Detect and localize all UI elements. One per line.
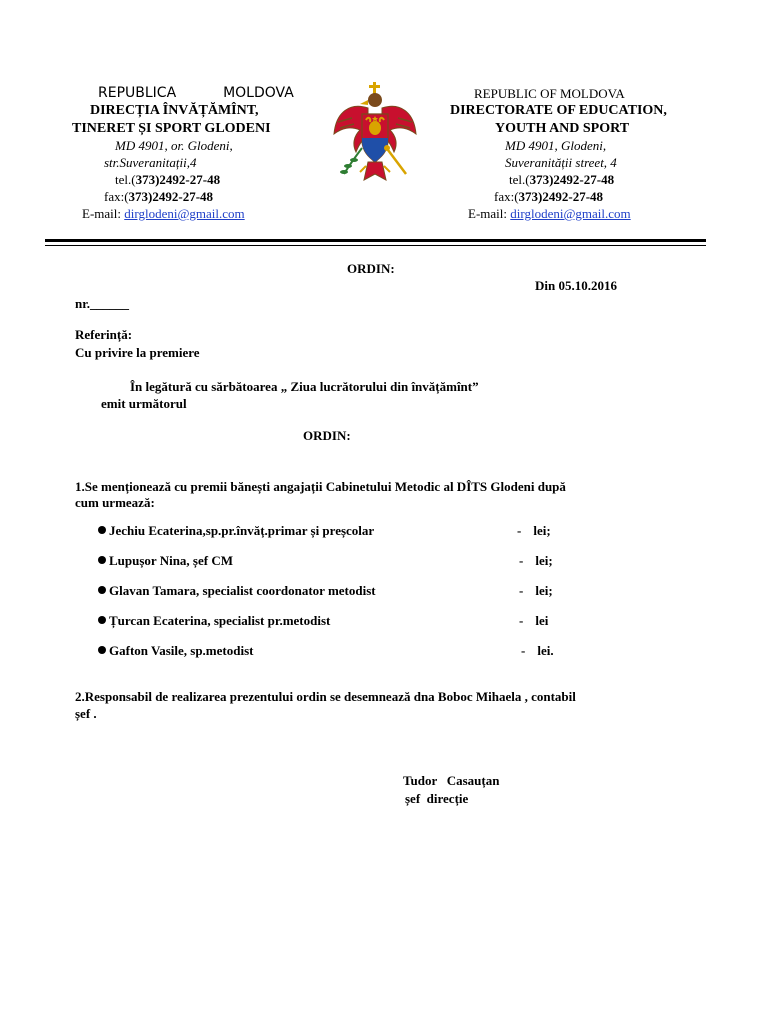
intro-line-2: emit următorul [101,396,187,411]
list-item-amount [519,553,553,569]
fax-code: 373 [518,189,539,204]
point-1-line-1: 1.Se menționează cu premii bănești angajații Cabinetului Metodic al DÎTS Glodeni după [75,479,566,494]
header-right-email [468,205,631,222]
dash: - [519,553,524,568]
country-word-2: MOLDOVA [223,85,294,101]
reference-text: Cu privire la premiere [75,345,200,360]
document-date: Din 05.10.2016 [535,278,617,293]
list-item [98,523,374,539]
list-item [98,553,233,569]
email-label: E-mail: [82,206,125,221]
header-left-fax [104,188,213,205]
header-right-address2: Suveranității street, 4 [505,155,617,170]
amount: lei; [533,523,551,538]
dash: - [521,643,526,658]
bullet-icon [98,526,106,534]
bullet-icon [98,586,106,594]
fax-number: )2492-27-48 [148,189,214,204]
amount: lei [535,613,549,628]
header-left-tel [115,171,220,188]
tel-prefix: tel.( [509,172,530,187]
bullet-icon [98,556,106,564]
fax-number: )2492-27-48 [538,189,604,204]
country-word-1: REPUBLICA [98,85,177,101]
point-2-line-2: șef . [75,706,97,721]
list-item-amount [517,523,551,539]
coat-of-arms-icon [330,82,420,197]
tel-code: 373 [135,172,156,187]
tel-number: )2492-27-48 [155,172,221,187]
fax-prefix: fax:( [104,189,129,204]
reference-label: Referință: [75,327,133,342]
point-1-line-2: cum urmează: [75,495,155,510]
header-left-address1: MD 4901, or. Glodeni, [115,138,233,153]
signature-name: Tudor Casauțan [403,773,500,788]
list-item [98,613,330,629]
employee-name: Jechiu Ecaterina,sp.pr.învăț.primar și preșcolar [109,523,375,538]
header-left-country [98,85,294,102]
list-item-amount [521,643,554,659]
list-item-amount [519,583,553,599]
signature-title: șef direcție [405,791,469,806]
document-number: nr.______ [75,296,130,311]
tel-code: 373 [529,172,550,187]
amount: lei; [535,583,553,598]
employee-name: Glavan Tamara, specialist coordonator metodist [109,583,376,598]
header-left-address2: str.Suveranitații,4 [104,155,197,170]
tel-number: )2492-27-48 [549,172,615,187]
employee-name: Lupușor Nina, șef CM [109,553,234,568]
coat-of-arms-emblem [330,82,420,197]
employee-name: Gafton Vasile, sp.metodist [109,643,254,658]
header-right-tel [509,171,614,188]
header-divider-thick [45,239,706,242]
intro-line-1: În legătură cu sărbătoarea „ Ziua lucrătorului din învățămînt” [130,379,479,394]
header-right-fax [494,188,603,205]
dash: - [519,583,524,598]
header-divider-thin [45,245,706,246]
header-left-directorate: DIRECȚIA ÎNVĂȚĂMÎNT, [90,103,259,118]
dash: - [519,613,524,628]
email-label: E-mail: [468,206,511,221]
list-item [98,643,253,659]
document-title: ORDIN: [347,261,395,276]
bullet-icon [98,616,106,624]
list-item [98,583,376,599]
amount: lei; [535,553,553,568]
dash: - [517,523,522,538]
list-item-amount [519,613,548,629]
amount: lei. [537,643,554,658]
bullet-icon [98,646,106,654]
email-link[interactable]: dirglodeni@gmail.com [124,206,245,221]
fax-prefix: fax:( [494,189,519,204]
header-right-address1: MD 4901, Glodeni, [505,138,607,153]
header-left-directorate-2: TINERET ȘI SPORT GLODENI [72,121,271,136]
fax-code: 373 [128,189,149,204]
email-link[interactable]: dirglodeni@gmail.com [510,206,631,221]
header-right-country: REPUBLIC OF MOLDOVA [474,86,625,101]
order-heading: ORDIN: [303,428,351,443]
employee-name: Țurcan Ecaterina, specialist pr.metodist [109,613,331,628]
header-right-directorate-2: YOUTH AND SPORT [495,121,630,136]
header-right-directorate: DIRECTORATE OF EDUCATION, [450,103,667,118]
point-2-line-1: 2.Responsabil de realizarea prezentului ordin se desemnează dna Boboc Mihaela , contabil [75,689,576,704]
header-left-email [82,205,245,222]
tel-prefix: tel.( [115,172,136,187]
